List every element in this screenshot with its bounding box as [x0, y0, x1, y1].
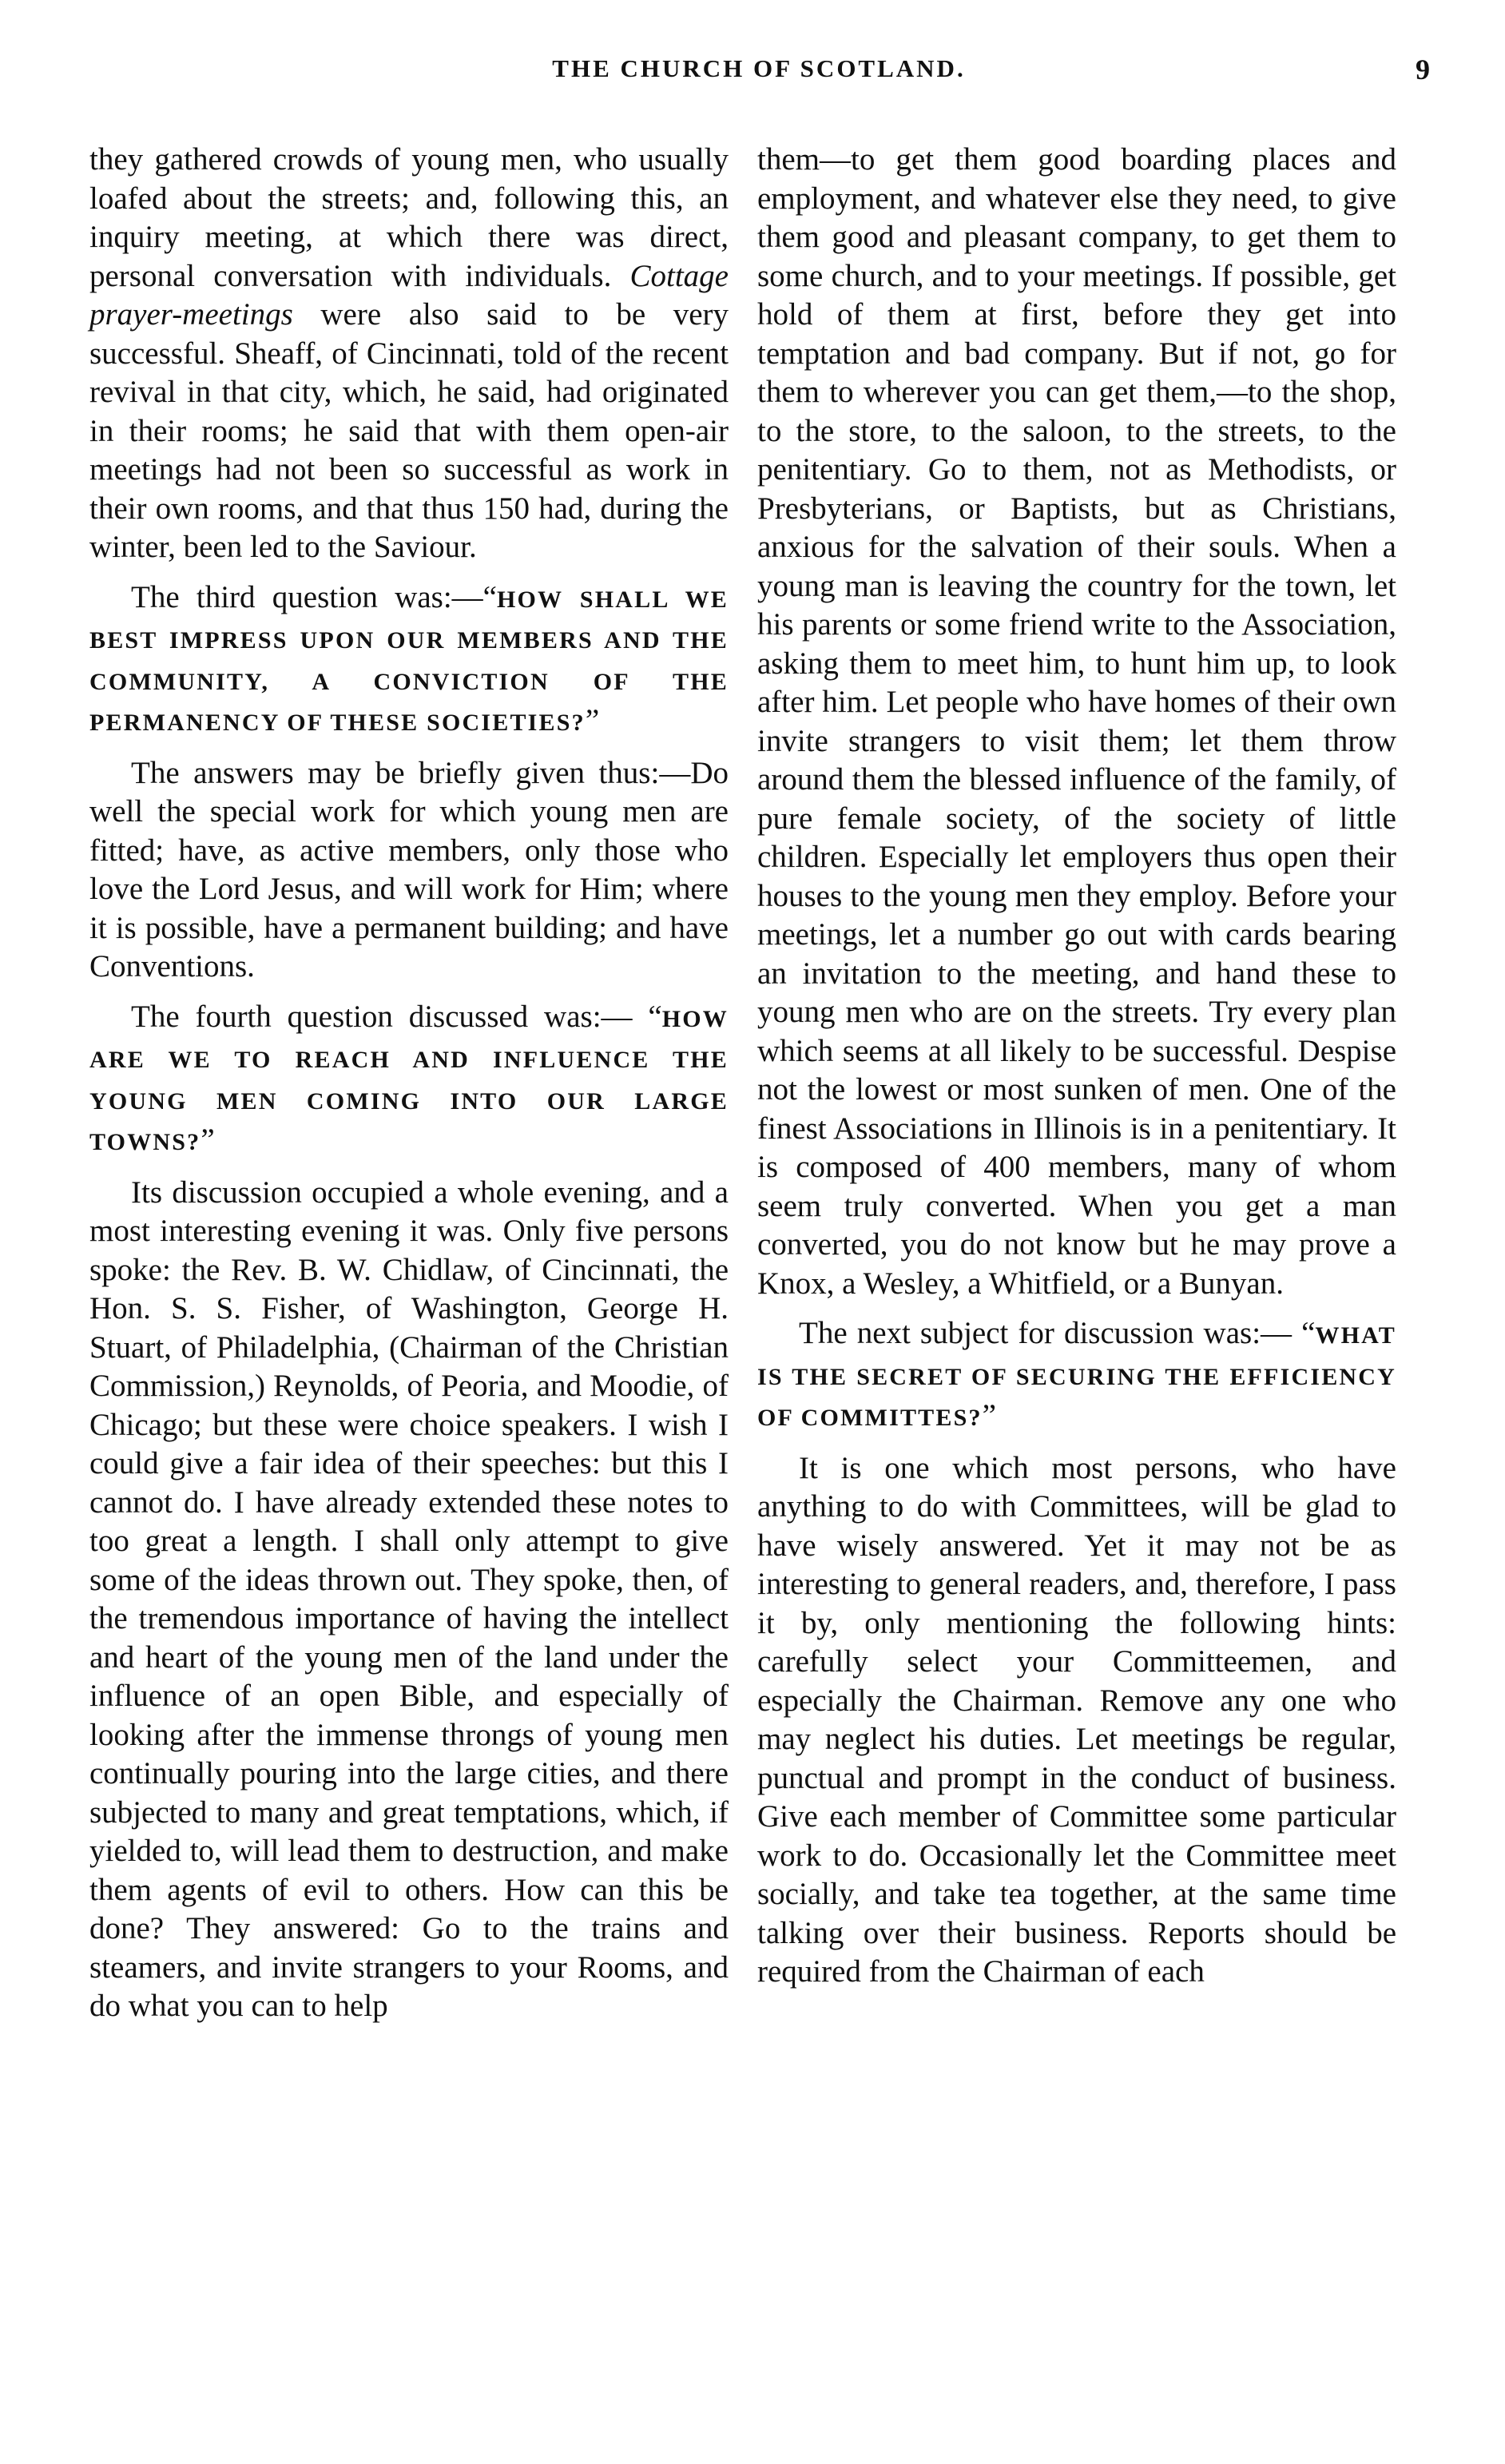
right-column — [757, 141, 1396, 1992]
question-close: ” — [982, 1398, 996, 1433]
question-intro: The third question was:—“ — [131, 579, 497, 614]
question-heading: WHAT IS THE SECRET OF SECURING THE EFFICIENCY OF COMMITTES? — [757, 1322, 1396, 1431]
paragraph-committees: It is one which most persons, who have anything to do with Committees, will be glad to have wisely answered. Yet it may not be as interesting to general readers, and, therefore, I pass it by, only mentioning the following hints: carefully select your Committeemen, and especially the Chairman. Remove any one who may neglect his duties. Let meetings be regular, punctual and prompt in the conduct of business. Give each member of Committee some particular work to do. Occasionally let the Committee meet socially, and take tea together, at the same time talking over their business. Reports should be required from the Chairman of each — [757, 1450, 1396, 1989]
paragraph-text: they gathered crowds of young men, who usually loafed about the streets; and, following this, an inquiry meeting, at which there was direct, personal conversation with individuals. — [89, 142, 729, 293]
italic-phrase: Cottage prayer-meetings — [89, 258, 729, 332]
running-title: THE CHURCH OF SCOTLAND. — [552, 54, 966, 82]
paragraph-discussion: Its discussion occupied a whole evening, and a most interesting evening it was. Only five persons spoke: the Rev. B. W. Chidlaw, of Cincinnati, the Hon. S. S. Fisher, of Washington, George H. Stuart, of Philadelphia, (Chairman of the Christian Commission,) Reynolds, of Peoria, and Moodie, of Chicago; but these were choice speakers. I wish I could give a fair idea of their speeches: but this I cannot do. I have already extended these notes to too great a length. I shall only attempt to give some of the ideas thrown out. They spoke, then, of the tremendous importance of having the intellect and heart of the young men of the land under the influence of an open Bible, and especially of looking after the immense throngs of young men continually pouring into the large cities, and there subjected to many and great temptations, which, if yielded to, will lead them to destruction, and make them agents of evil to others. How can this be done? They answered: Go to the trains and steamers, and invite strangers to your Rooms, and do what you can to help — [89, 1174, 729, 2023]
left-column — [89, 141, 729, 2026]
paragraph-continuation: them—to get them good boarding places and employment, and whatever else they need, to give them good and pleasant company, to get them to some church, and to your meetings. If possible, get hold of them at first, before they get into temptation and bad company. But if not, go for them to wherever you can get them,—to the shop, to the store, to the saloon, to the streets, to the penitentiary. Go to them, not as Methodists, or Presbyterians, or Baptists, but as Christians, anxious for the salvation of their souls. When a young man is leaving the country for the town, let his parents or some friend write to the Association, asking them to meet him, to hunt him up, to look after him. Let people who have homes of their own invite strangers to visit them; let them throw around them the blessed influence of the family, of pure female society, of the society of little children. Especially let employers thus open their houses to the young men they employ. Before your meetings, let a number go out with cards bearing an invitation to the meeting, and hand these to young men who are on the streets. Try every plan which seems at all likely to be successful. Despise not the lowest or most sunken of men. One of the finest Associations in Illinois is in a penitentiary. It is composed of 400 members, many of whom seem truly converted. When you get a man converted, you do not know but he may prove a Knox, a Wesley, a Whitfield, or a Bunyan. — [757, 142, 1396, 1301]
question-heading: HOW SHALL WE BEST IMPRESS UPON OUR MEMBERS AND THE COMMUNITY, A CONVICTION OF THE PERMANENCY OF THESE SOCIETIES? — [89, 586, 729, 736]
paragraph-text: were also said to be very successful. Sheaff, of Cincinnati, told of the recent revival in that city, which, he said, had originated in their rooms; he said that with them open-air meetings had not been so successful as work in their own rooms, and that thus 150 had, during the winter, been led to the Saviour. — [89, 297, 729, 564]
question-intro: The next subject for discussion was:— “ — [799, 1316, 1316, 1350]
question-close: ” — [201, 1123, 215, 1157]
paragraph-revival-report — [89, 141, 729, 567]
question-intro: The fourth question discussed was:— “ — [131, 999, 662, 1034]
paragraph-fourth-question — [89, 998, 729, 1162]
paragraph-third-question — [89, 578, 729, 743]
paragraph-answers: The answers may be briefly given thus:—Do well the special work for which young men are fitted; have, as active members, only those who love the Lord Jesus, and will work for Him; where it is possible, have a permanent building; and have Conventions. — [89, 755, 729, 984]
paragraph-next-subject — [757, 1314, 1396, 1438]
question-close: ” — [585, 703, 600, 737]
page-number: 9 — [1416, 54, 1430, 85]
running-head — [88, 54, 1430, 94]
question-heading: HOW ARE WE TO REACH AND INFLUENCE THE YOUNG MEN COMING INTO OUR LARGE TOWNS? — [89, 1005, 729, 1155]
